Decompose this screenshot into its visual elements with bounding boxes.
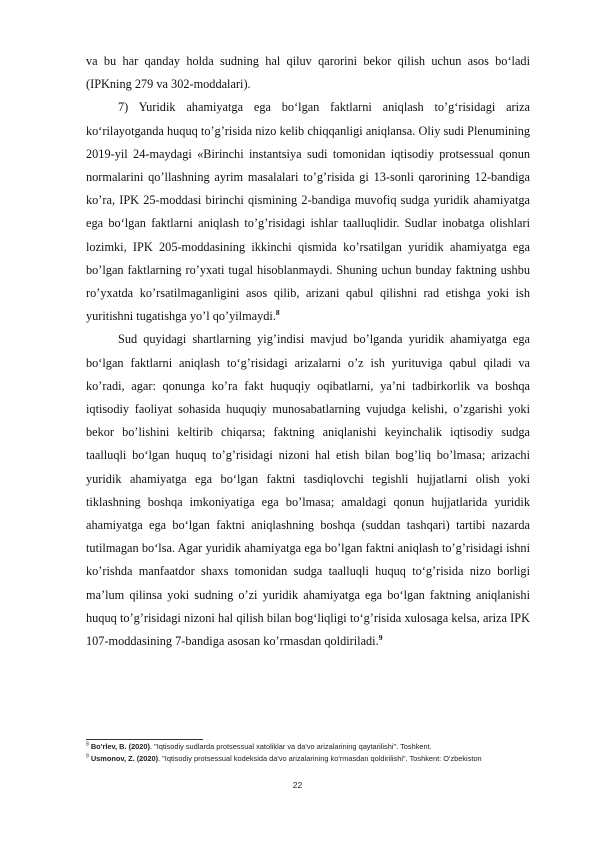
footnote-9 — [86, 753, 530, 765]
footnotes — [86, 741, 530, 764]
footnote-ref-9[interactable]: 9 — [378, 632, 383, 642]
footnote-ref-8[interactable]: 8 — [275, 308, 280, 318]
footnote-8 — [86, 741, 530, 753]
footnote-number: 8 — [86, 741, 89, 748]
footnote-author: Usmonov, Z. (2020) — [90, 753, 159, 763]
footnote-divider — [86, 739, 203, 740]
footnote-number: 9 — [86, 753, 89, 760]
footnote-text: . "Iqtisodiy sudlarda protsessual xatoliklar va da'vo arizalarining qaytarilishi". Toshkent. — [149, 742, 432, 751]
footnote-author: Bo'rlev, B. (2020) — [90, 742, 150, 751]
page-number: 22 — [292, 780, 303, 790]
paragraph-2-text: 7) Yuridik ahamiyatga ega bo‘lgan faktlarni aniqlash to’g‘risidagi ariza ko‘rilayotganda huquq to’g’risida nizo kelib chiqqanligi aniqlansa. Oliy sudi Plenumining 2019-yil 24-maydagi «Birinchi instantsiya sudi tomonidan iqtisodiy protsessual qonun normalarini qo’llashning ayrim masalalari to’g’risida gi 13-sonli qarorining 12-bandiga ko’ra, IPK 25-moddasi birinchi qismining 2-bandiga muvofiq sudga yuridik ahamiyatga ega bo‘lgan faktlarni aniqlash to’g’risidagi ishlar taalluqlidir. Sudlar inobatga olishlari lozimki, IPK 205-moddasining ikkinchi qismida ko’rsatilgan yuridik ahamiyatga ega bo’lgan faktlarning ro’yxati tugal hisoblanmaydi. Shuning uchun bunday faktning ushbu ro’yxatda ko’rsatilmaganligini asos qilib, arizani qabul qilishni rad etishga yoki ish yuritishni tugatishga yo’l qo’yilmaydi. — [86, 100, 530, 324]
paragraph-3-text: Sud quyidagi shartlarning yig’indisi mavjud bo’lganda yuridik ahamiyatga ega bo‘lgan faktlarni aniqlash to‘g’risidagi arizalarni o’z ish yurituviga qabul qiladi va ko’radi, agar: qonunga ko’ra fakt huquqiy oqibatlarni, ya’ni tadbirkorlik va boshqa iqtisodiy faoliyat sohasida huquqiy munosabatlarning vujudga kelishi, o’zgarishi yoki bekor bo’lishini keltirib chiqarsa; faktning aniqlanishi keyinchalik iqtisodiy sudga taalluqli bo‘lgan huquq to’g’risidagi nizoni hal etish bilan bog’liq bo’lmasa; arizachi yuridik ahamiyatga ega bo‘lgan faktni tasdiqlovchi tegishli hujjatlarni olish yoki tiklashning boshqa imkoniyatiga ega bo’lmasa; amaldagi qonun hujjatlarida yuridik ahamiyatga ega bo‘lgan faktni aniqlashning boshqa (suddan tashqari) tartibi nazarda tutilmagan bo‘lsa. Agar yuridik ahamiyatga ega bo’lgan faktni aniqlash to’g’risidagi ishni ko’rishda manfaatdor shaxs tomonidan sudga taalluqli huquq to‘g’risida nizo borligi ma’lum qilinsa yoki sudning o’zi yuridik ahamiyatga ega bo‘lgan faktning aniqlanishi huquq to’g’risidagi nizoni hal qilish bilan bog‘liqligi to‘g’risida xulosaga kelsa, ariza IPK 107-moddasining 7-bandiga asosan ko’rmasdan qoldiriladi. — [86, 332, 530, 649]
paragraph-3 — [86, 328, 530, 653]
paragraph-1: va bu har qanday holda sudning hal qiluv qarorini bekor qilish uchun asos bo‘ladi (IPKning 279 va 302-moddalari). — [86, 54, 530, 92]
paragraph-2 — [86, 96, 530, 328]
footnote-text: . "Iqtisodiy protsessual kodeksida da'vo arizalarining ko'rmasdan qoldirilishi". Toshkent: O'zbekiston — [158, 753, 482, 763]
page-body — [86, 50, 530, 653]
